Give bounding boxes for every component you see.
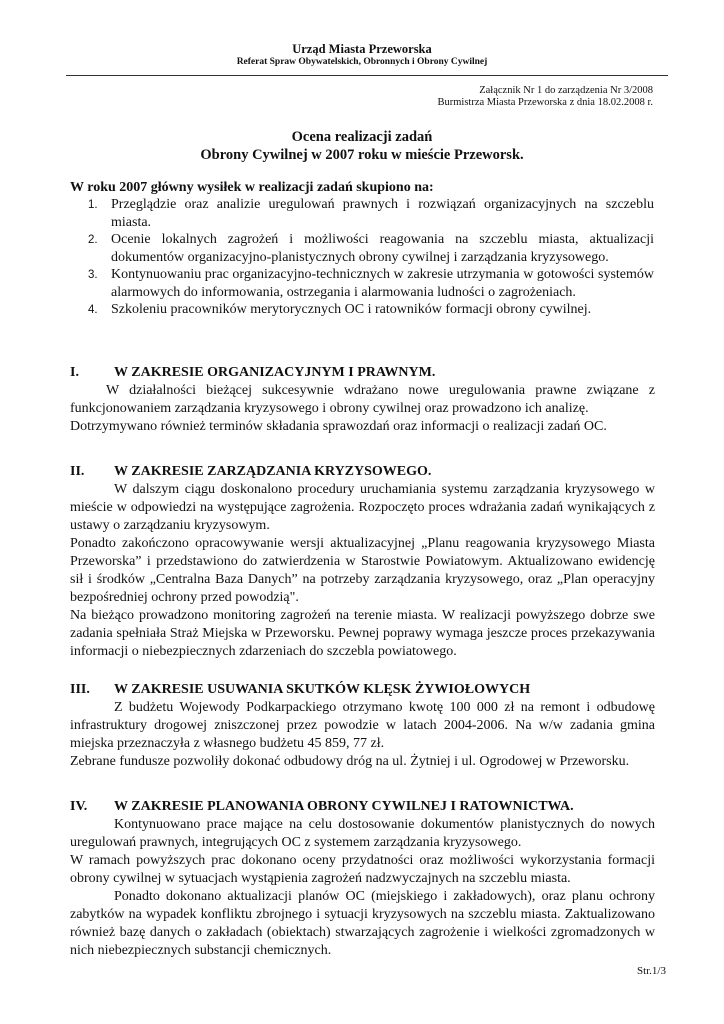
department-name: Referat Spraw Obywatelskich, Obronnych i Obrony Cywilnej: [236, 57, 488, 67]
page-number: Str.1/3: [636, 965, 666, 977]
section-organizational: [70, 364, 655, 436]
section-heading: [70, 681, 655, 699]
section-title: W ZAKRESIE ZARZĄDZANIA KRYZYSOWEGO.: [114, 464, 432, 479]
attachment-line-2: Burmistrza Miasta Przeworska z dnia 18.02.2008 r.: [437, 97, 653, 108]
list-item: [88, 196, 654, 231]
intro-statement: W roku 2007 główny wysiłek w realizacji zadań skupiono na:: [70, 180, 434, 195]
section-title: W ZAKRESIE USUWANIA SKUTKÓW KLĘSK ŻYWIOŁOWYCH: [114, 682, 531, 697]
section-crisis-management: [70, 463, 655, 661]
section-heading: [70, 364, 655, 382]
office-name: Urząd Miasta Przeworska: [292, 42, 432, 56]
title-line-2: Obrony Cywilnej w 2007 roku w mieście Przeworsk.: [200, 147, 524, 163]
section-number: III.: [70, 682, 90, 697]
section-paragraph: W dalszym ciągu doskonalono procedury uruchamiania systemu zarządzania kryzysowego w mieście w odpowiedzi na występujące zagrożenia. Rozpoczęto proces wdrażania zadań wynikających z ustawy o zarządzaniu kryzysowym.: [70, 482, 655, 533]
section-paragraph: W działalności bieżącej sukcesywnie wdrażano nowe uregulowania prawne związane z funkcjonowaniem zarządzania kryzysowego i obrony cywilnej oraz prowadzono ich analizę.: [70, 383, 655, 416]
section-number: I.: [70, 365, 79, 380]
list-text: Przeglądzie oraz analizie uregulowań prawnych i rozwiązań organizacyjnych na szczeblu miasta.: [111, 197, 654, 230]
section-paragraph: Dotrzymywano również terminów składania sprawozdań oraz informacji o realizacji zadań OC.: [70, 419, 607, 434]
section-heading: [70, 798, 655, 816]
section-paragraph: Kontynuowano prace mające na celu dostosowanie dokumentów planistycznych do nowych uregulowań prawnych, integrujących OC z systemem zarządzania kryzysowego.: [70, 817, 655, 850]
list-number: 4.: [88, 304, 98, 316]
section-paragraph: Ponadto zakończono opracowywanie wersji aktualizacyjnej „Planu reagowania kryzysowego Miasta Przeworska” i przedstawiono do zatwierdzenia w Starostwie Powiatowym. Aktualizowano ewidencję sił i środków „Centralna Baza Danych” na potrzeby zarządzania kryzysowego, oraz „Plan operacyjny bezpośredniej ochrony przed powodzią".: [70, 536, 655, 605]
title-line-1: Ocena realizacji zadań: [291, 129, 433, 145]
document-title: [0, 128, 724, 164]
list-text: Ocenie lokalnych zagrożeń i możliwości reagowania na szczeblu miasta, aktualizacji dokumentów organizacyjno-planistycznych obrony cywilnej i zarządzania kryzysowego.: [111, 232, 654, 265]
list-item: [88, 266, 654, 301]
section-heading: [70, 463, 655, 481]
list-item: [88, 301, 654, 319]
list-item: [88, 231, 654, 266]
list-text: Szkoleniu pracowników merytorycznych OC i ratowników formacji obrony cywilnej.: [111, 302, 592, 317]
list-number: 3.: [88, 269, 98, 281]
section-paragraph: Z budżetu Wojewody Podkarpackiego otrzymano kwotę 100 000 zł na remont i odbudowę infrastruktury drogowej zniszczonej przez powodzie w latach 2004-2006. Na w/w zadania gmina miejska przeznaczyła z własnego budżetu 45 859, 77 zł.: [70, 700, 655, 751]
list-number: 2.: [88, 234, 98, 246]
section-paragraph: Na bieżąco prowadzono monitoring zagrożeń na terenie miasta. W realizacji powyższego dobrze swe zadania spełniała Straż Miejska w Przeworsku. Pewnej poprawy wymaga jeszcze proces przekazywania informacji o niebezpiecznych zdarzeniach do szczebla powiatowego.: [70, 608, 655, 659]
section-title: W ZAKRESIE ORGANIZACYJNYM I PRAWNYM.: [114, 365, 436, 380]
section-paragraph: Zebrane fundusze pozwoliły dokonać odbudowy dróg na ul. Żytniej i ul. Ogrodowej w Przeworsku.: [70, 754, 630, 769]
section-paragraph: Ponadto dokonano aktualizacji planów OC (miejskiego i zakładowych), oraz planu ochrony zabytków na wypadek konfliktu zbrojnego i sytuacji kryzysowych na szczeblu miasta. Zaktualizowano również bazę danych o zakładach (obiektach) stwarzających zagrożenie i wielkości zgromadzonych w nich niebezpiecznych substancji chemicznych.: [70, 889, 655, 958]
list-text: Kontynuowaniu prac organizacyjno-technicznych w zakresie utrzymania w gotowości systemów alarmowych do informowania, ostrzegania i alarmowania ludności o zagrożeniach.: [111, 267, 654, 300]
section-number: II.: [70, 464, 85, 479]
header-divider: [66, 75, 668, 76]
section-paragraph: W ramach powyższych prac dokonano oceny przydatności oraz możliwości wykorzystania formacji obrony cywilnej w sytuacjach wystąpienia zagrożeń nadzwyczajnych na szczeblu miasta.: [70, 853, 655, 886]
list-number: 1.: [88, 199, 98, 211]
section-civil-defense-planning: [70, 798, 655, 960]
section-title: W ZAKRESIE PLANOWANIA OBRONY CYWILNEJ I RATOWNICTWA.: [114, 799, 574, 814]
attachment-line-1: Załącznik Nr 1 do zarządzenia Nr 3/2008: [479, 85, 653, 96]
section-disaster-recovery: [70, 681, 655, 771]
attachment-note: [253, 85, 653, 109]
section-number: IV.: [70, 799, 88, 814]
priorities-list: [88, 196, 654, 319]
